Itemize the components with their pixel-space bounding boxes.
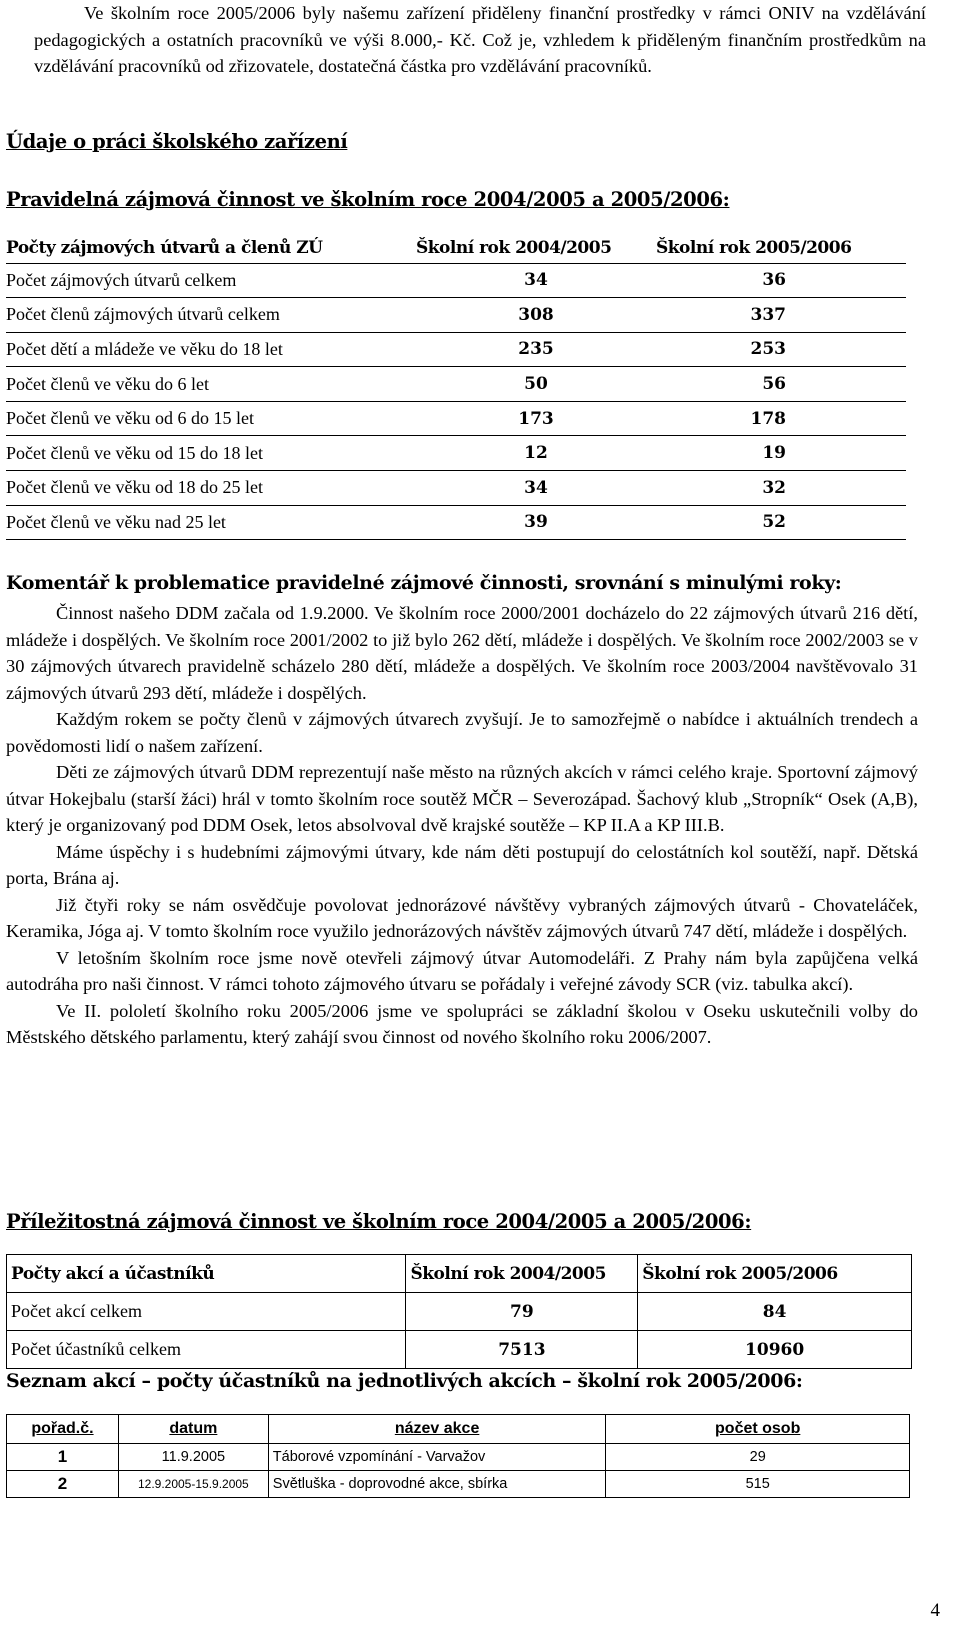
table-row: [6, 436, 906, 471]
event-count: 29: [606, 1444, 910, 1471]
value-2005: 36: [656, 263, 906, 298]
table-row: [7, 1444, 910, 1471]
value-2004: 50: [416, 367, 656, 402]
value-2005: 56: [656, 367, 906, 402]
row-label: Počet akcí celkem: [7, 1293, 406, 1331]
table-header-row: [6, 233, 906, 263]
row-label: Počet účastníků celkem: [7, 1331, 406, 1369]
comment-paragraph: V letošním školním roce jsme nově otevřeli zájmový útvar Automodeláři. Z Prahy nám byla zapůjčena velká autodráha pro naši činnost. V rámci tohoto zájmového útvaru se pořádaly i veřejné závody SCR (viz. tabulka akcí).: [6, 947, 918, 994]
table-header-row: [7, 1415, 910, 1444]
table-row: [7, 1331, 912, 1369]
comment-paragraph: Činnost našeho DDM začala od 1.9.2000. Ve školním roce 2000/2001 docházelo do 22 zájmových útvarů 216 dětí, mládeže i dospělých. Ve školním roce 2001/2002 to již bylo 262 dětí, mládeže i dospělých. Ve školním roce 2002/2003 se v 30 zájmových útvarech pravidelně scházelo 280 dětí, mládeže a dospělých. Ve školním roce 2003/2004 navštěvovalo 31 zájmových útvarů 293 dětí, mládeže i dospělých.: [6, 603, 918, 703]
column-header: Školní rok 2005/2006: [638, 1255, 912, 1293]
event-date: 11.9.2005: [118, 1444, 268, 1471]
intro-paragraph: Ve školním roce 2005/2006 byly našemu zařízení přiděleny finanční prostředky v rámci ONIV na vzdělávání pedagogických a ostatních pracovníků ve výši 8.000,- Kč. Což je, vzhledem k přiděleným finančním prostředkům na vzdělávání pracovníků od zřizovatele, dostatečná částka pro vzdělávání pracovníků.: [34, 3, 926, 76]
occasional-activity-heading: Příležitostná zájmová činnost ve školním roce 2004/2005 a 2005/2006:: [6, 1210, 752, 1233]
table-row: [6, 332, 906, 367]
table-row: [6, 505, 906, 540]
comment-paragraph: Ve II. pololetí školního roku 2005/2006 jsme ve spolupráci se základní školou v Oseku uskutečnili volby do Městského dětského parlamentu, který zahájí svou činnost od nového školního roku 2006/2007.: [6, 1000, 918, 1047]
column-header: Školní rok 2004/2005: [416, 233, 656, 263]
value-2004: 235: [416, 332, 656, 367]
comment-paragraph: Děti ze zájmových útvarů DDM reprezentují naše město na různých akcích v rámci celého kraje. Sportovní zájmový útvar Hokejbalu (starší žáci) hrál v tomto školním roce soutěž MČR – Severozápad. Šachový klub „Stropník“ Osek (A,B), který je organizovaný pod DDM Osek, letos absolvoval dvě krajské soutěže – KP II.A a KP III.B.: [6, 762, 918, 835]
table-row: [6, 263, 906, 298]
table-header-row: [7, 1255, 912, 1293]
row-label: Počet členů ve věku od 18 do 25 let: [6, 471, 416, 506]
row-label: Počet členů ve věku od 6 do 15 let: [6, 401, 416, 436]
column-header: název akce: [268, 1415, 606, 1444]
value-2004: 79: [406, 1293, 638, 1331]
comment-paragraph: Již čtyři roky se nám osvědčuje povolovat jednorázové návštěvy vybraných zájmových útvarů - Chovateláček, Keramika, Jóga aj. V tomto školním roce využilo jednorázových návštěv zájmových útvarů 747 dětí, mládeže i dospělých.: [6, 894, 918, 941]
row-label: Počet členů ve věku od 15 do 18 let: [6, 436, 416, 471]
comment-paragraph: Každým rokem se počty členů v zájmových útvarech zvyšují. Je to samozřejmě o nabídce i aktuálních trendech a povědomosti lidí o našem zařízení.: [6, 709, 918, 756]
value-2004: 173: [416, 401, 656, 436]
table-row: [6, 401, 906, 436]
event-count: 515: [606, 1471, 910, 1498]
comment-body: [6, 600, 918, 1051]
table-row: [7, 1293, 912, 1331]
table-row: [7, 1471, 910, 1498]
section-title: Údaje o práci školského zařízení: [6, 130, 348, 153]
value-2004: 12: [416, 436, 656, 471]
value-2004: 34: [416, 263, 656, 298]
page-number: 4: [930, 1600, 940, 1621]
column-header: Počty akcí a účastníků: [7, 1255, 406, 1293]
column-header: počet osob: [606, 1415, 910, 1444]
occasional-activity-table: [6, 1254, 912, 1369]
row-label: Počet členů zájmových útvarů celkem: [6, 298, 416, 333]
comment-paragraph: Máme úspěchy i s hudebními zájmovými útvary, kde nám děti postupují do celostátních kol soutěží, např. Dětská porta, Brána aj.: [6, 841, 918, 888]
column-header: Školní rok 2005/2006: [656, 233, 906, 263]
value-2005: 178: [656, 401, 906, 436]
table-row: [6, 471, 906, 506]
row-label: Počet členů ve věku do 6 let: [6, 367, 416, 402]
event-number: 2: [7, 1471, 119, 1498]
value-2004: 308: [416, 298, 656, 333]
value-2004: 34: [416, 471, 656, 506]
events-table: [6, 1414, 910, 1498]
value-2004: 39: [416, 505, 656, 540]
regular-activity-heading: Pravidelná zájmová činnost ve školním roce 2004/2005 a 2005/2006:: [6, 188, 730, 211]
value-2005: 337: [656, 298, 906, 333]
comment-heading: Komentář k problematice pravidelné zájmové činnosti, srovnání s minulými roky:: [6, 572, 842, 594]
value-2005: 253: [656, 332, 906, 367]
events-heading: Seznam akcí – počty účastníků na jednotlivých akcích – školní rok 2005/2006:: [6, 1370, 803, 1392]
value-2005: 84: [638, 1293, 912, 1331]
event-number: 1: [7, 1444, 119, 1471]
value-2005: 52: [656, 505, 906, 540]
row-label: Počet dětí a mládeže ve věku do 18 let: [6, 332, 416, 367]
event-name: Táborové vzpomínání - Varvažov: [268, 1444, 606, 1471]
event-date: 12.9.2005-15.9.2005: [118, 1471, 268, 1498]
table-row: [6, 367, 906, 402]
column-header: pořad.č.: [7, 1415, 119, 1444]
value-2005: 10960: [638, 1331, 912, 1369]
column-header: Počty zájmových útvarů a členů ZÚ: [6, 233, 416, 263]
event-name: Světluška - doprovodné akce, sbírka: [268, 1471, 606, 1498]
row-label: Počet zájmových útvarů celkem: [6, 263, 416, 298]
value-2005: 19: [656, 436, 906, 471]
row-label: Počet členů ve věku nad 25 let: [6, 505, 416, 540]
value-2004: 7513: [406, 1331, 638, 1369]
regular-activity-table: [6, 233, 906, 540]
value-2005: 32: [656, 471, 906, 506]
column-header: datum: [118, 1415, 268, 1444]
table-row: [6, 298, 906, 333]
column-header: Školní rok 2004/2005: [406, 1255, 638, 1293]
